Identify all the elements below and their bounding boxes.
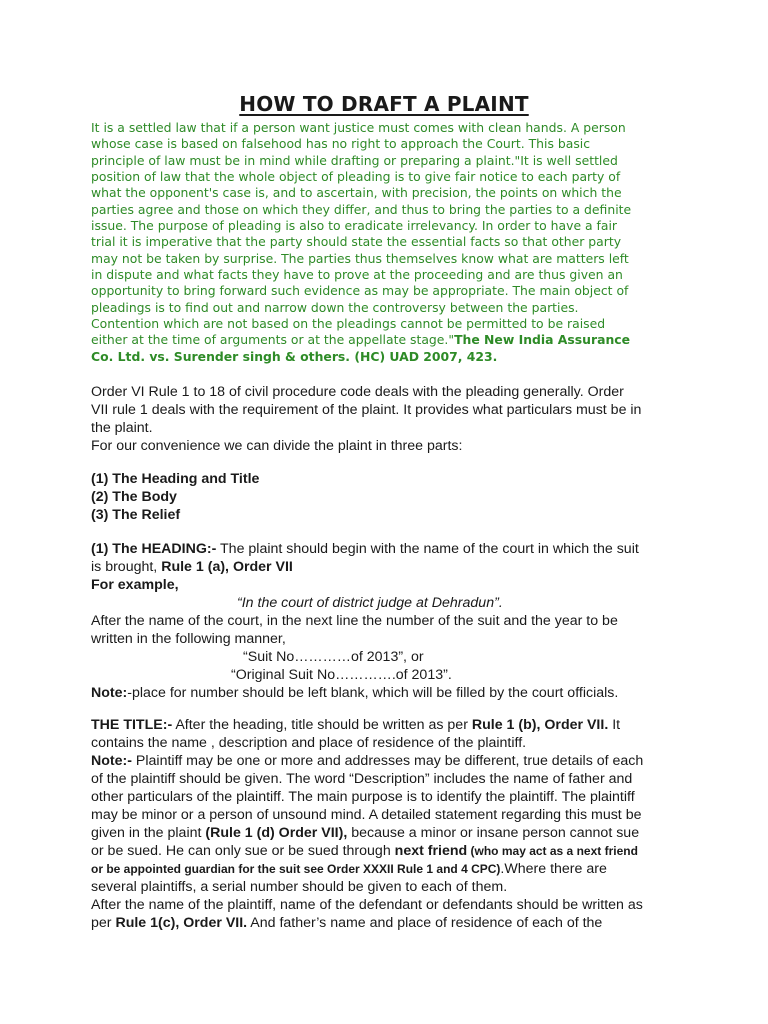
text-line: Order VI Rule 1 to 18 of civil procedure code deals with the pleading generally. Order (91, 384, 624, 400)
text-line: For our convenience we can divide the plaint in three parts: (91, 438, 463, 454)
text-line: VII rule 1 deals with the requirement of the plaint. It provides what particulars must be in (91, 402, 642, 418)
intro-line: Contention which are not based on the pleadings cannot be permitted to be raised (91, 316, 606, 332)
text-line: written in the following manner, (91, 631, 286, 647)
suit-number-format: “Suit No…………of 2013”, or (243, 649, 424, 665)
parts-list (91, 470, 691, 524)
text-line: other particulars of the plaintiff. The main purpose is to identify the plaintiff. The plaintiff (91, 789, 635, 805)
intro-line: in dispute and what facts they have to prove at the proceeding and are thus given an (91, 267, 623, 283)
document-title: HOW TO DRAFT A PLAINT (239, 92, 529, 116)
title-section (91, 716, 691, 932)
text-line: For example, (91, 577, 179, 593)
intro-line: trial it is imperative that the party should state the essential facts so that other party (91, 234, 622, 250)
order-paragraph (91, 383, 691, 455)
example-quote: “In the court of district judge at Dehradun”. (237, 595, 503, 611)
text-line: After the name of the plaintiff, name of the defendant or defendants should be written as (91, 897, 643, 913)
list-item: (2) The Body (91, 489, 177, 505)
text-line: contains the name , description and place of residence of the plaintiff. (91, 735, 527, 751)
intro-line: either at the time of arguments or at the appellate stage."The New India Assurance (91, 332, 631, 348)
intro-line: whose case is based on falsehood has no right to approach the Court. This basic (91, 136, 591, 152)
text-line: THE TITLE:- After the heading, title should be written as per Rule 1 (b), Order VII. It (91, 717, 621, 733)
text-line: is brought, Rule 1 (a), Order VII (91, 559, 293, 575)
text-line: several plaintiffs, a serial number should be given to each of them. (91, 879, 508, 895)
text-line: Note:- Plaintiff may be one or more and addresses may be different, true details of each (91, 753, 644, 769)
original-suit-format: “Original Suit No………….of 2013”. (231, 667, 452, 683)
text-line: or be sued. He can only sue or be sued through next friend (who may act as a next friend (91, 843, 638, 859)
text-line: or be appointed guardian for the suit see Order XXXII Rule 1 and 4 CPC).Where there are (91, 861, 607, 877)
text-line: Note:-place for number should be left blank, which will be filled by the court officials. (91, 685, 619, 701)
intro-line: parties agree and those on which they differ, and thus to bring the parties to a definite (91, 201, 632, 217)
list-item: (1) The Heading and Title (91, 471, 260, 487)
heading-section (91, 540, 691, 702)
text-line: given in the plaint (Rule 1 (d) Order VII), because a minor or insane person cannot sue (91, 825, 640, 841)
text-line: per Rule 1(c), Order VII. And father’s name and place of residence of each of the (91, 915, 603, 931)
text-line: the plaint. (91, 420, 153, 436)
intro-line: may not be taken by surprise. The parties thus themselves know what are matters left (91, 250, 629, 266)
citation: Co. Ltd. vs. Surender singh & others. (HC) UAD 2007, 423. (91, 348, 498, 364)
intro-paragraph (91, 120, 691, 365)
citation: The New India Assurance (454, 332, 631, 348)
intro-line: what the opponent's case is, and to ascertain, with precision, the points on which the (91, 185, 622, 201)
intro-line: pleadings is to find out and narrow down the controversy between the parties. (91, 299, 579, 315)
list-item: (3) The Relief (91, 507, 181, 523)
intro-line: opportunity to bring forward such evidence as may be appropriate. The main object of (91, 283, 629, 299)
intro-line: It is a settled law that if a person want justice must comes with clean hands. A person (91, 120, 626, 135)
text-line: of the plaintiff should be given. The word “Description” includes the name of father and (91, 771, 633, 787)
text-line: (1) The HEADING:- The plaint should begin with the name of the court in which the suit (91, 541, 639, 557)
intro-line: position of law that the whole object of pleading is to give fair notice to each party of (91, 169, 621, 185)
text-line: may be minor or a person of unsound mind. A detailed statement regarding this must be (91, 807, 642, 823)
intro-line: principle of law must be in mind while drafting or preparing a plaint."It is well settled (91, 152, 618, 168)
text-line: After the name of the court, in the next line the number of the suit and the year to be (91, 613, 618, 629)
intro-line: issue. The purpose of pleading is also to eradicate irrelevancy. In order to have a fair (91, 218, 618, 234)
